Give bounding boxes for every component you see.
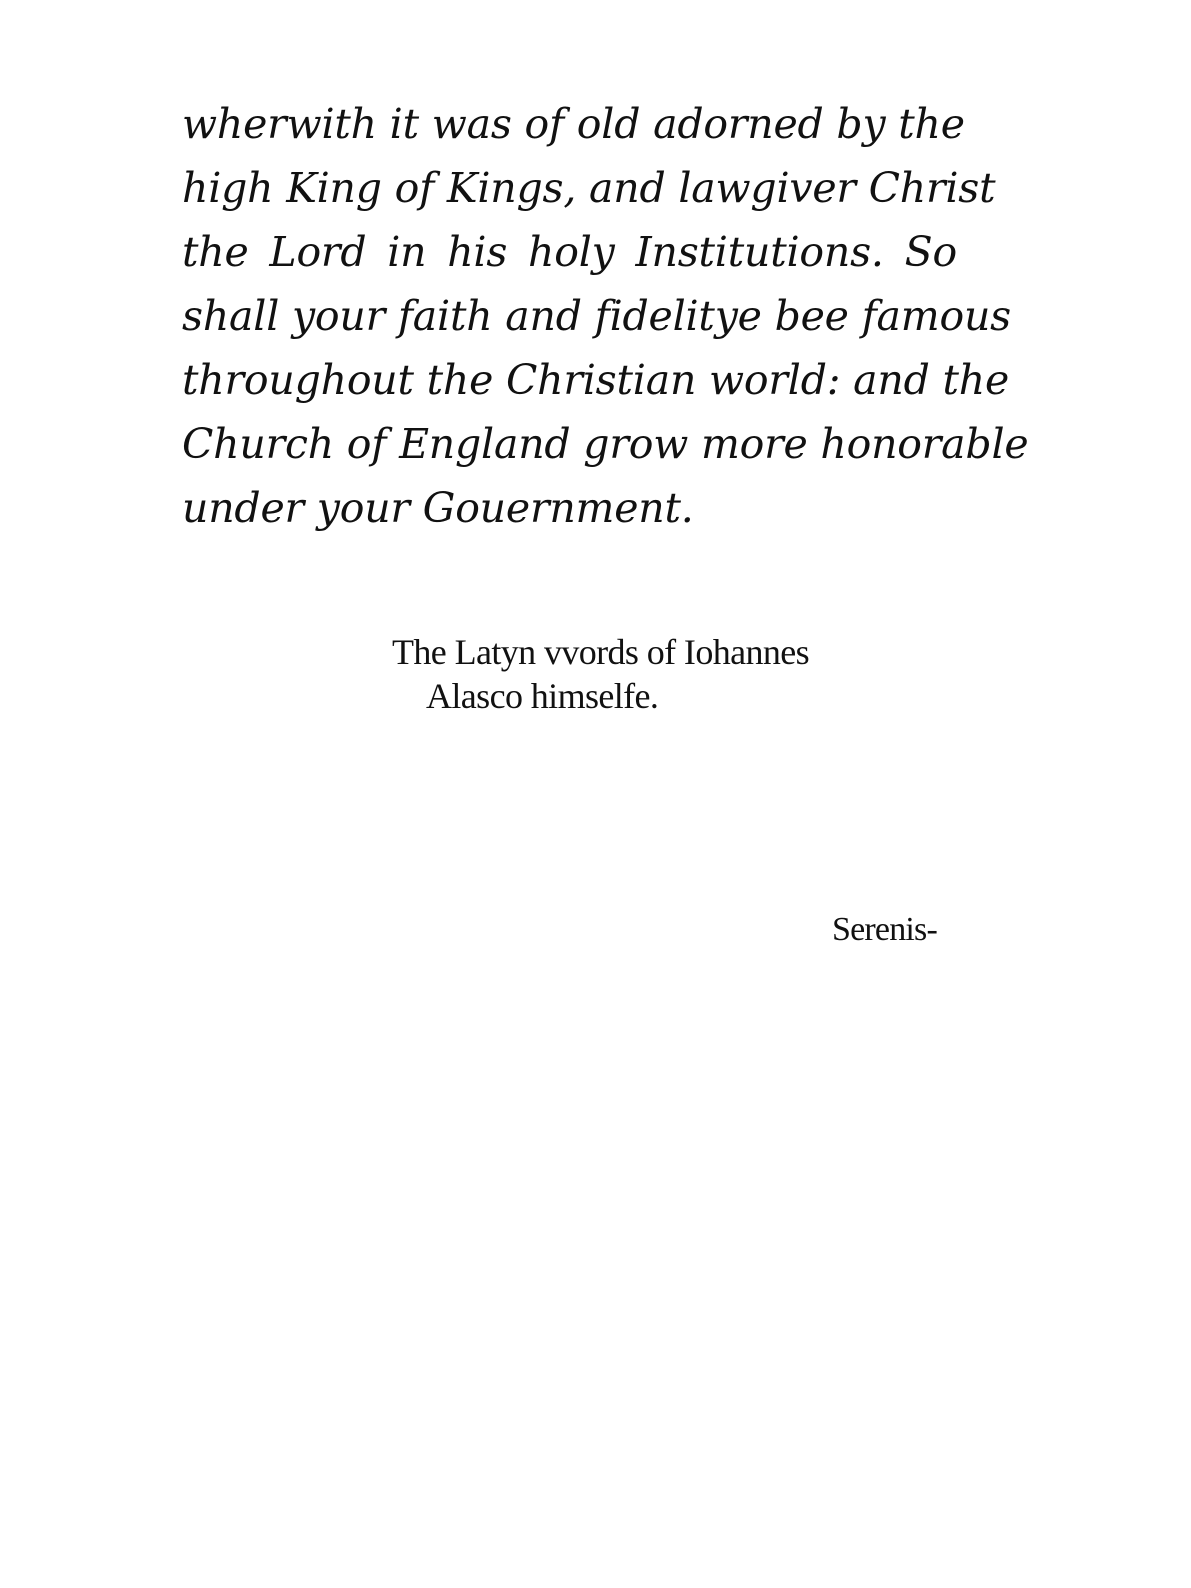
italic-body-text — [182, 92, 1029, 540]
body-line: high King of Kings, and lawgiver Christ — [182, 164, 996, 212]
body-line: Church of England grow more honorable — [182, 420, 1029, 468]
section-heading — [392, 630, 912, 718]
catchword: Serenis- — [832, 911, 938, 948]
heading-line-2: Alasco himselfe. — [426, 676, 659, 716]
body-line: wherwith it was of old adorned by the — [182, 100, 965, 148]
body-line: shall your faith and fidelitye bee famous — [182, 292, 1011, 340]
body-line: the Lord in his holy Institutions. So — [182, 228, 957, 276]
heading-line-1: The Latyn vvords of Iohannes — [392, 632, 810, 672]
body-line: throughout the Christian world: and the — [182, 356, 1010, 404]
body-line: under your Gouernment. — [182, 484, 694, 532]
